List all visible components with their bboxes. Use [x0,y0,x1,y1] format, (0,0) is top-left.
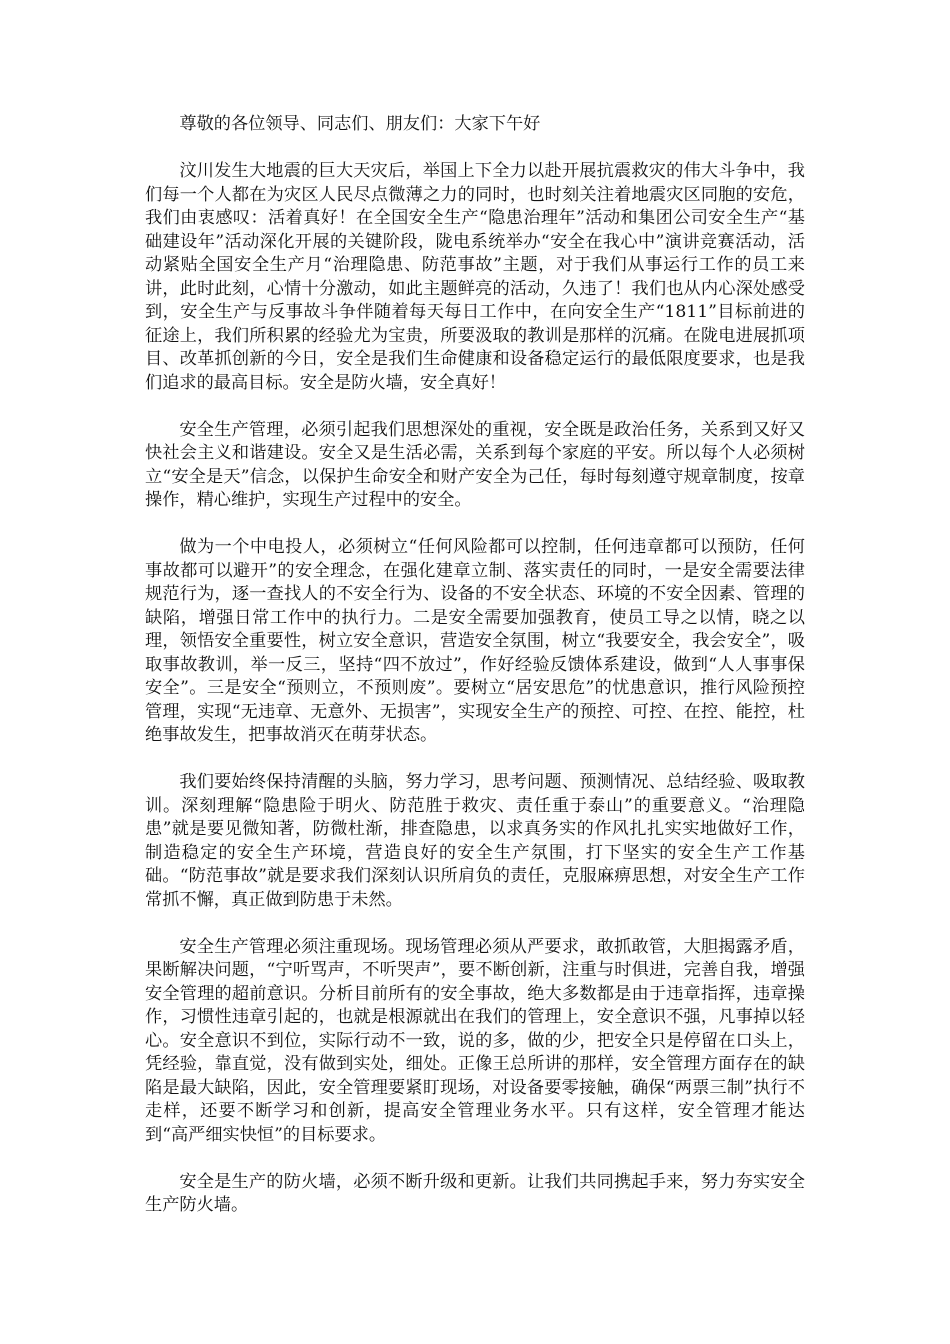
document-body [145,113,805,1218]
paragraph-5: 安全生产管理必须注重现场。现场管理必须从严要求，敢抓敢管，大胆揭露矛盾，果断解决问题，“宁听骂声，不听哭声”，要不断创新，注重与时俱进，完善自我，增强安全管理的超前意识。分析目前所有的安全事故，绝大多数都是由于违章指挥，违章操作，习惯性违章引起的，也就是根源就出在我们的管理上，安全意识不强，凡事掉以轻心。安全意识不到位，实际行动不一致，说的多，做的少，把安全只是停留在口头上，凭经验，靠直觉，没有做到实处，细处。正像王总所讲的那样，安全管理方面存在的缺陷是最大缺陷，因此，安全管理要紧盯现场，对设备要零接触，确保“两票三制”执行不走样，还要不断学习和创新，提高安全管理业务水平。只有这样，安全管理才能达到“高严细实快恒”的目标要求。 [145,936,805,1145]
paragraph-2: 安全生产管理，必须引起我们思想深处的重视，安全既是政治任务，关系到又好又快社会主义和谐建设。安全又是生活必需，关系到每个家庭的平安。所以每个人必须树立“安全是天”信念，以保护生命安全和财产安全为己任，每时每刻遵守规章制度，按章操作，精心维护，实现生产过程中的安全。 [145,419,805,510]
paragraph-1: 汶川发生大地震的巨大天灾后，举国上下全力以赴开展抗震救灾的伟大斗争中，我们每一个人都在为灾区人民尽点微薄之力的同时，也时刻关注着地震灾区同胞的安危，我们由衷感叹：活着真好！在全国安全生产“隐患治理年”活动和集团公司安全生产“基础建设年”活动深化开展的关键阶段，陇电系统举办“安全在我心中”演讲竞赛活动，活动紧贴全国安全生产月“治理隐患、防范事故”主题，对于我们从事运行工作的员工来讲，此时此刻，心情十分激动，如此主题鲜亮的活动，久违了！我们也从内心深处感受到，安全生产与反事故斗争伴随着每天每日工作中，在向安全生产“1811”目标前进的征途上，我们所积累的经验尤为宝贵，所要汲取的教训是那样的沉痛。在陇电进展抓项目、改革抓创新的今日，安全是我们生命健康和设备稳定运行的最低限度要求，也是我们追求的最高目标。安全是防火墙，安全真好！ [145,161,805,393]
paragraph-3: 做为一个中电投人，必须树立“任何风险都可以控制，任何违章都可以预防，任何事故都可以避开”的安全理念，在强化建章立制、落实责任的同时，一是安全需要法律规范行为，逐一查找人的不安全行为、设备的不安全状态、环境的不安全因素、管理的缺陷，增强日常工作中的执行力。二是安全需要加强教育，使员工导之以情，晓之以理，领悟安全重要性，树立安全意识，营造安全氛围，树立“我要安全，我会安全”，吸取事故教训，举一反三，坚持“四不放过”，作好经验反馈体系建设，做到“人人事事保安全”。三是安全“预则立，不预则废”。要树立“居安思危”的忧患意识，推行风险预控管理，实现“无违章、无意外、无损害”，实现安全生产的预控、可控、在控、能控，杜绝事故发生，把事故消灭在萌芽状态。 [145,537,805,745]
paragraph-6: 安全是生产的防火墙，必须不断升级和更新。让我们共同携起手来，努力夯实安全生产防火墙。 [145,1171,805,1215]
paragraph-4: 我们要始终保持清醒的头脑，努力学习，思考问题、预测情况、总结经验、吸取教训。深刻理解“隐患险于明火、防范胜于救灾、责任重于泰山”的重要意义。“治理隐患”就是要见微知著，防微杜渐，排查隐患，以求真务实的作风扎扎实实地做好工作，制造稳定的安全生产环境，营造良好的安全生产氛围，打下坚实的安全生产工作基础。“防范事故”就是要求我们深刻认识所肩负的责任，克服麻痹思想，对安全生产工作常抓不懈，真正做到防患于未然。 [145,772,805,910]
greeting: 尊敬的各位领导、同志们、朋友们：大家下午好 [179,114,541,134]
